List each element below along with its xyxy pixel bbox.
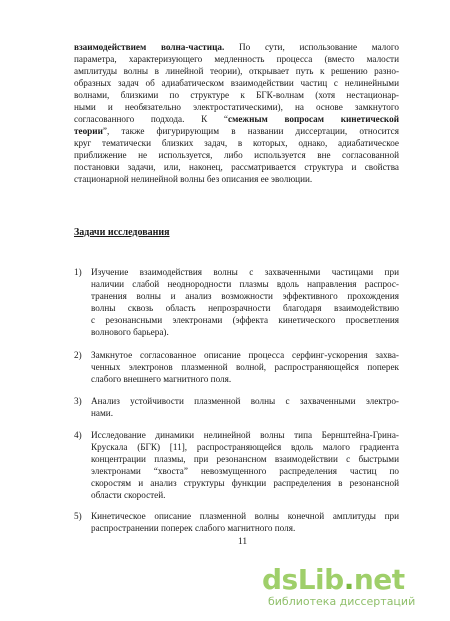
item-number: 3) bbox=[74, 396, 82, 406]
list-item-line: Кинетическое описание плазменной волны конечной амплитуды при bbox=[91, 511, 399, 521]
text-line: круг тематически близких задач, в которых, однако, адиабатическое bbox=[74, 138, 399, 148]
list-item-line: ченных электронов плазменной волной, распространяющейся поперек bbox=[91, 362, 399, 372]
list-item-line: с резонансными электронами (эффекта кинетического просветления bbox=[91, 315, 399, 325]
text-span: ”, также фигурирующим в названии диссертации, относится bbox=[102, 126, 399, 136]
text-line: амплитуды волны в линейной теории), открывает путь к решению разно- bbox=[74, 66, 399, 76]
list-item-line: волнового барьера). bbox=[91, 327, 169, 337]
text-line bbox=[74, 125, 399, 137]
list-item-line: слабого внешнего магнитного поля. bbox=[91, 374, 232, 384]
list-item-line: Замкнутое согласованное описание процесса серфинг-ускорения захва- bbox=[91, 350, 399, 360]
list-item-line: концентрации плазмы, при резонансном взаимодействии с быстрыми bbox=[91, 454, 399, 464]
list-item-line: нами. bbox=[91, 408, 114, 418]
list-item-line: волны сквозь область непрозрачности благодаря взаимодействию bbox=[91, 303, 399, 313]
page-number: 11 bbox=[238, 537, 248, 547]
list-item-line: Анализ устойчивости плазменной волны с захваченными электро- bbox=[91, 396, 399, 406]
bold-phrase: теории bbox=[74, 126, 103, 136]
logo-dot: . bbox=[343, 563, 354, 596]
logo-main: dsLib bbox=[262, 563, 344, 596]
list-item-line: распространении поперек слабого магнитного поля. bbox=[91, 523, 296, 533]
list-item-line: электронами “хвоста” невозмущенного распределения частиц по bbox=[91, 466, 399, 476]
text-span: По сути, использование малого bbox=[224, 42, 399, 52]
list-item-line: Крускала (БГК) [11], распространяющейся вдоль малого градиента bbox=[91, 442, 399, 452]
list-item-line: Исследование динамики нелинейной волны типа Бернштейна-Грина- bbox=[91, 430, 399, 440]
watermark-logo-text bbox=[262, 565, 442, 595]
list-item-line: скоростям и анализ структуры функции распределения в резонансной bbox=[91, 478, 399, 488]
watermark-logo[interactable] bbox=[262, 565, 442, 608]
text-line: приближение не используется, либо используется вне согласованной bbox=[74, 150, 399, 160]
text-line: постановки задачи, или, наконец, рассматривается структура и свойства bbox=[74, 162, 399, 172]
item-number: 5) bbox=[74, 511, 82, 521]
bold-phrase: взаимодействием волна-частица. bbox=[74, 42, 225, 52]
item-number: 2) bbox=[74, 350, 82, 360]
item-number: 4) bbox=[74, 430, 82, 440]
watermark-subtitle: библиотека диссертаций bbox=[268, 595, 416, 608]
text-line: образных задач об адиабатическом взаимодействии частиц с нелинейными bbox=[74, 78, 399, 88]
list-item-line: транения волны и анализ возможности эффективного прохождения bbox=[91, 291, 399, 301]
list-item-line: Изучение взаимодействия волны с захваченными частицами при bbox=[91, 267, 399, 277]
text-line: стационарной нелинейной волны без описания ее эволюции. bbox=[74, 174, 313, 184]
text-line: ными и необязательно электростатическими), на основе замкнутого bbox=[74, 102, 399, 112]
item-number: 1) bbox=[74, 267, 82, 277]
text-line: волнами, близкими по структуре к БГК-волнам (хотя нестационар- bbox=[74, 90, 399, 100]
bold-phrase: смежным вопросам кинетической bbox=[228, 114, 399, 124]
list-item-line: области скоростей. bbox=[91, 490, 166, 500]
text-span: согласованного подхода. К “ bbox=[74, 114, 228, 124]
text-line bbox=[74, 41, 399, 53]
text-line bbox=[74, 113, 399, 125]
text-line: параметра, характеризующего медленность процесса (вместо малости bbox=[74, 54, 399, 64]
list-item-line: наличии слабой неоднородности плазмы вдоль направления распрос- bbox=[91, 279, 399, 289]
logo-tld: net bbox=[353, 563, 405, 596]
section-heading: Задачи исследования bbox=[74, 227, 170, 238]
